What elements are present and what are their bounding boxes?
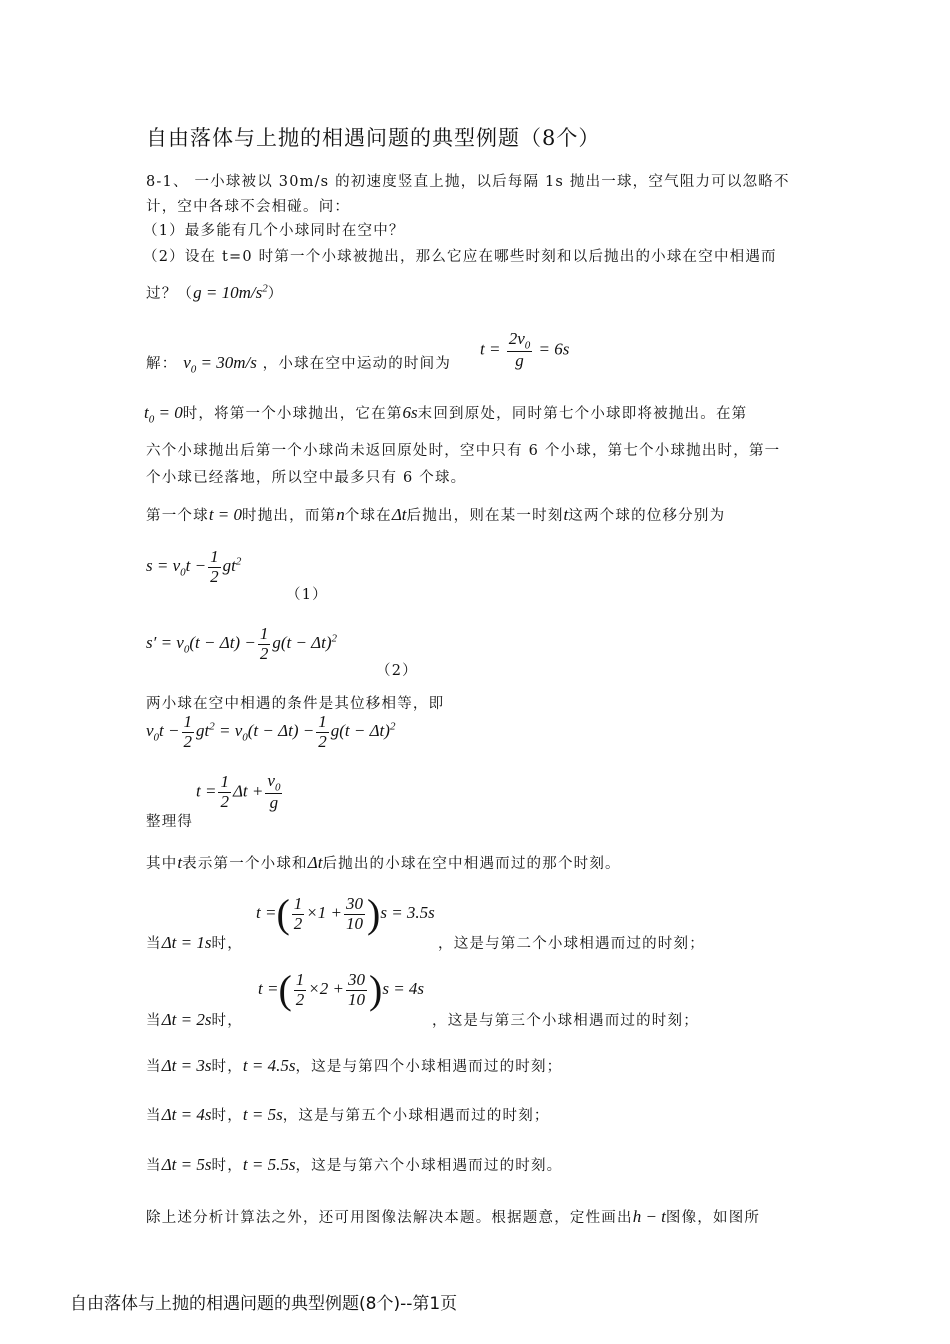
simplify-label: 整理得: [146, 814, 194, 830]
question-1: （1）最多能有几个小球同时在空中？: [143, 223, 405, 239]
jie-label: 解：: [146, 356, 178, 372]
meaning-t: t: [177, 853, 183, 872]
case-4-t: t = 5s: [242, 1105, 283, 1124]
case-2-prefix: 当Δt = 2s时，: [146, 1010, 243, 1029]
meaning-text: 其中t表示第一个小球和Δt后抛出的小球在空中相遇而过的那个时刻。: [146, 853, 621, 872]
case-5-t: t = 5.5s: [242, 1155, 296, 1174]
flight-time-text: ，小球在空中运动的时间为: [262, 356, 452, 372]
n-symbol: n: [336, 505, 345, 524]
h-t-symbol: h − t: [632, 1207, 666, 1226]
solution-intro: [146, 352, 451, 375]
case-1-formula: t =( $\frac{1}{2}$ ×1 + $\frac{30}{10}$ )s = 3.5s: [256, 891, 435, 936]
flight-time-formula: t = $\frac{2v_0}{g}$ = 6s: [480, 329, 570, 371]
equation-2: $s' = v_0(t - \Delta t)$ − $\frac{1}{2}$ $g(t - \Delta t)^2$: [146, 624, 338, 663]
final-paragraph: 除上述分析计算法之外，还可用图像法解决本题。根据题意，定性画出h − t图像，如图所: [146, 1207, 761, 1226]
document-title: 自由落体与上抛的相遇问题的典型例题（8个）: [146, 126, 601, 150]
case-5: 当Δt = 5s时，t = 5.5s，这是与第六个小球相遇而过的时刻。: [146, 1155, 563, 1174]
case-2-desc: ，这是与第三个小球相遇而过的时刻；: [432, 1013, 699, 1029]
case-3-dt: Δt = 3s: [161, 1056, 212, 1075]
page-footer: 自由落体与上抛的相遇问题的典型例题(8个)--第1页: [70, 1294, 458, 1314]
case-1-dt: Δt = 1s: [161, 933, 212, 952]
equation-2-label: （2）: [376, 663, 418, 679]
para-1-line-2: 六个小球抛出后第一个小球尚未返回原处时，空中只有 6 个小球，第七个小球抛出时，第一: [146, 443, 781, 459]
simplified-equation: t = $\frac{1}{2}$ Δt + $\frac{v_0}{g}$: [196, 771, 281, 813]
gravity-formula: $g = 10m/s^2$: [193, 282, 268, 302]
para-1-line-1: $t_0 = 0$时，将第一个小球抛出，它在第6s末回到原处，同时第七个小球即将被抛出。在第: [144, 403, 748, 426]
meeting-condition: 两小球在空中相遇的条件是其位移相等，即: [146, 696, 445, 712]
case-4: 当Δt = 4s时，t = 5s，这是与第五个小球相遇而过的时刻；: [146, 1105, 550, 1124]
question-2-cont: [146, 282, 283, 303]
case-1-desc: ，这是与第二个小球相遇而过的时刻；: [438, 936, 705, 952]
question-2: （2）设在 t=0 时第一个小球被抛出，那么它应在哪些时刻和以后抛出的小球在空中相遇而: [143, 249, 777, 265]
case-5-dt: Δt = 5s: [161, 1155, 212, 1174]
t-symbol: t: [563, 505, 569, 524]
case-4-dt: Δt = 4s: [161, 1105, 212, 1124]
problem-line-1: 8-1、 一小球被以 30m/s 的初速度竖直上抛，以后每隔 1s 抛出一球，空气阻力可以忽略不: [146, 174, 790, 190]
q2-open: 过？（: [146, 286, 194, 302]
six-seconds: 6s: [402, 403, 418, 422]
case-2-dt: Δt = 2s: [161, 1010, 212, 1029]
delta-t-symbol: Δt: [391, 505, 407, 524]
t-zero: t = 0: [208, 505, 243, 524]
v0-formula: $v_0 = 30m/s$: [183, 353, 257, 376]
t0-formula: $t_0 = 0$: [144, 403, 183, 426]
equation-1-label: （1）: [286, 587, 328, 603]
equality-equation: $v_0t$ − $\frac{1}{2}$ $gt^2 = v_0(t - \Delta t)$ − $\frac{1}{2}$ $g(t - \Delta t)^2$: [146, 712, 396, 751]
case-1-prefix: 当Δt = 1s时，: [146, 933, 243, 952]
case-3: 当Δt = 3s时，t = 4.5s，这是与第四个小球相遇而过的时刻；: [146, 1056, 563, 1075]
meaning-dt: Δt: [307, 853, 323, 872]
equation-1: $s = v_0t$ − $\frac{1}{2}$ $gt^2$: [146, 547, 242, 586]
q2-close: ）: [267, 286, 284, 302]
para-2: 第一个球t = 0时抛出，而第n个球在Δt后抛出，则在某一时刻t这两个球的位移分别为: [146, 505, 726, 524]
case-2-formula: t =( $\frac{1}{2}$ ×2 + $\frac{30}{10}$ )s = 4s: [258, 967, 425, 1012]
case-3-t: t = 4.5s: [242, 1056, 296, 1075]
problem-line-2: 计，空中各球不会相碰。问：: [146, 199, 351, 215]
para-1-line-3: 个小球已经落地，所以空中最多只有 6 个球。: [146, 470, 467, 486]
